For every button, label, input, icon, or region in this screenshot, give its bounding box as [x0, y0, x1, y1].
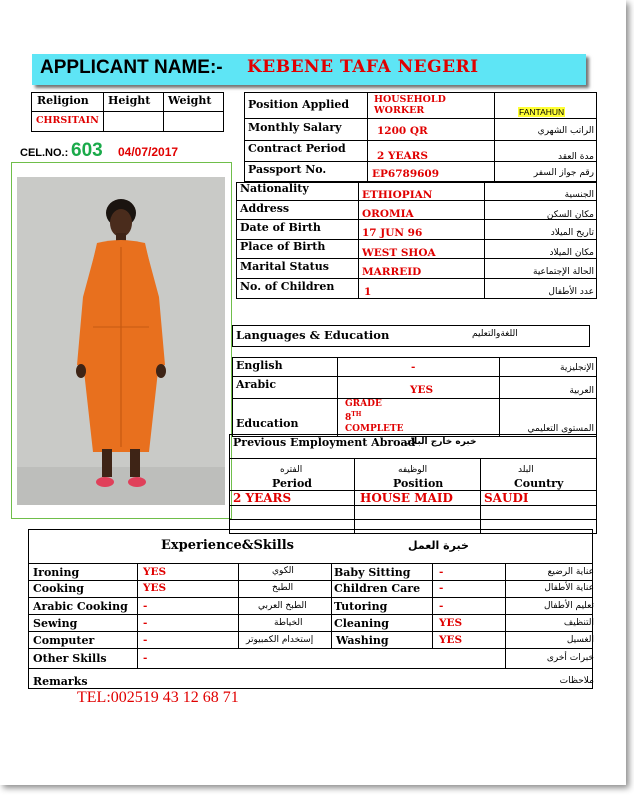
skill-arabic-cooking-label: Arabic Cooking [33, 600, 128, 613]
skills-title-ar: خبرة العمل [408, 539, 469, 552]
arabic-ar: العربية [569, 386, 594, 396]
place-of-birth-value: WEST SHOA [362, 247, 436, 259]
skill-arabic-cooking-value: - [143, 600, 148, 612]
period-label: Period [272, 477, 312, 490]
skill-tutoring-value: - [439, 600, 444, 612]
passport-ar: رقم جواز السفر [533, 168, 594, 178]
position-applied-value: HOUSEHOLD WORKER [374, 94, 446, 116]
place-of-birth-ar: مكان الميلاد [549, 248, 594, 258]
passport-value: EP6789609 [372, 168, 440, 180]
education-grade-suffix: TH [351, 411, 362, 418]
weight-label: Weight [168, 94, 212, 107]
contract-period-label: Contract Period [248, 142, 346, 155]
country-value: SAUDI [484, 491, 529, 505]
remarks-ar: ملاحظات [559, 676, 594, 686]
languages-title-ar: اللغةوالتعليم [472, 329, 518, 339]
applicant-name-label: APPLICANT NAME:- [40, 57, 223, 78]
skill-arabic-cooking-ar: الطبخ العربي [258, 601, 307, 611]
english-value: - [411, 361, 416, 373]
skill-computer-label: Computer [33, 634, 95, 647]
skill-ironing-value: YES [143, 566, 167, 578]
skill-washing-value: YES [439, 634, 463, 646]
skill-cooking-label: Cooking [33, 582, 84, 595]
monthly-salary-label: Monthly Salary [248, 121, 342, 134]
skill-cleaning-value: YES [439, 617, 463, 629]
passport-label: Passport No. [248, 163, 327, 176]
marital-status-label: Marital Status [240, 260, 329, 273]
religion-label: Religion [37, 94, 89, 107]
education-value-complete: COMPLETE [345, 424, 404, 434]
skill-cooking-ar: الطبخ [272, 583, 294, 593]
height-label: Height [108, 94, 151, 107]
position-applied-label: Position Applied [248, 98, 350, 111]
skill-computer-ar: إستخدام الكمبيوتر [246, 635, 314, 645]
religion-value: CHRSITAIN [36, 115, 99, 126]
marital-status-ar: الحالة الإجتماعية [533, 267, 594, 277]
skill-ironing-label: Ironing [33, 566, 80, 579]
period-ar: الفتره [280, 465, 303, 475]
skill-tutoring-ar: تعليم الأطفال [543, 601, 594, 611]
applicant-name-value: KEBENE TAFA NEGERI [247, 57, 479, 77]
skill-baby-sitting-value: - [439, 566, 444, 578]
skill-children-care-value: - [439, 582, 444, 594]
english-label: English [236, 359, 283, 372]
skill-cleaning-ar: التنظيف [563, 618, 594, 628]
skill-sewing-label: Sewing [33, 617, 78, 630]
english-ar: الإنجليزية [560, 363, 594, 373]
skills-title: Experience&Skills [161, 538, 294, 553]
cel-number: 603 [71, 140, 103, 161]
skill-computer-value: - [143, 634, 148, 646]
address-value: OROMIA [362, 208, 414, 220]
skill-cleaning-label: Cleaning [334, 617, 389, 630]
application-date: 04/07/2017 [118, 145, 179, 159]
education-ar: المستوى التعليمي [527, 424, 594, 434]
country-ar: البلد [518, 465, 534, 475]
other-skills-ar: خبرات أخرى [546, 653, 594, 663]
skill-tutoring-label: Tutoring [334, 600, 388, 613]
education-grade-number: 8 [345, 413, 352, 423]
children-ar: عدد الأطفال [548, 287, 594, 297]
contract-period-value: 2 YEARS [377, 150, 428, 162]
contract-period-ar: مدة العقد [558, 152, 594, 162]
children-value: 1 [364, 286, 372, 298]
languages-title: Languages & Education [236, 328, 390, 342]
date-of-birth-label: Date of Birth [240, 221, 321, 234]
employment-title: Previous Employment Abroad [233, 436, 416, 449]
skill-washing-ar: الغسيل [566, 635, 594, 645]
period-value: 2 YEARS [233, 491, 292, 505]
footer-telephone: TEL:002519 43 12 68 71 [77, 689, 239, 706]
skill-washing-label: Washing [336, 634, 389, 647]
remarks-label: Remarks [33, 675, 88, 688]
place-of-birth-label: Place of Birth [240, 240, 326, 253]
children-label: No. of Children [240, 280, 335, 293]
arabic-value: YES [410, 384, 434, 396]
position-ar: الوظيفه [398, 465, 428, 475]
nationality-label: Nationality [240, 182, 309, 195]
education-value-grade: GRADE [345, 399, 382, 409]
skill-ironing-ar: الكوي [272, 566, 294, 576]
cel-label: CEL.NO.: [20, 147, 69, 159]
nationality-ar: الجنسية [564, 190, 594, 200]
employment-title-ar: خبره خارج البلاد [406, 437, 477, 447]
monthly-salary-ar: الراتب الشهري [537, 126, 594, 136]
skill-baby-sitting-label: Baby Sitting [334, 566, 411, 579]
position-label: Position [393, 477, 444, 490]
education-label: Education [236, 417, 299, 430]
position-value: HOUSE MAID [360, 491, 453, 505]
address-label: Address [240, 202, 290, 215]
monthly-salary-value: 1200 QR [377, 125, 428, 137]
agent-name: FANTAHUN [519, 107, 565, 117]
date-of-birth-value: 17 JUN 96 [362, 227, 423, 239]
arabic-label: Arabic [236, 378, 277, 391]
skill-children-care-ar: عناية الأطفال [544, 583, 594, 593]
skill-sewing-value: - [143, 617, 148, 629]
address-ar: مكان السكن [546, 210, 594, 220]
skill-children-care-label: Children Care [334, 582, 421, 595]
date-of-birth-ar: تاريخ الميلاد [550, 228, 594, 238]
nationality-value: ETHIOPIAN [362, 189, 433, 201]
education-value-number [345, 411, 361, 423]
other-skills-value: - [143, 652, 148, 664]
other-skills-label: Other Skills [33, 652, 107, 665]
skill-sewing-ar: الخياطة [274, 618, 303, 628]
marital-status-value: MARREID [362, 266, 422, 278]
country-label: Country [514, 477, 564, 490]
skill-baby-sitting-ar: عناية الرضيع [547, 567, 594, 577]
applicant-photo [17, 177, 225, 505]
skill-cooking-value: YES [143, 582, 167, 594]
